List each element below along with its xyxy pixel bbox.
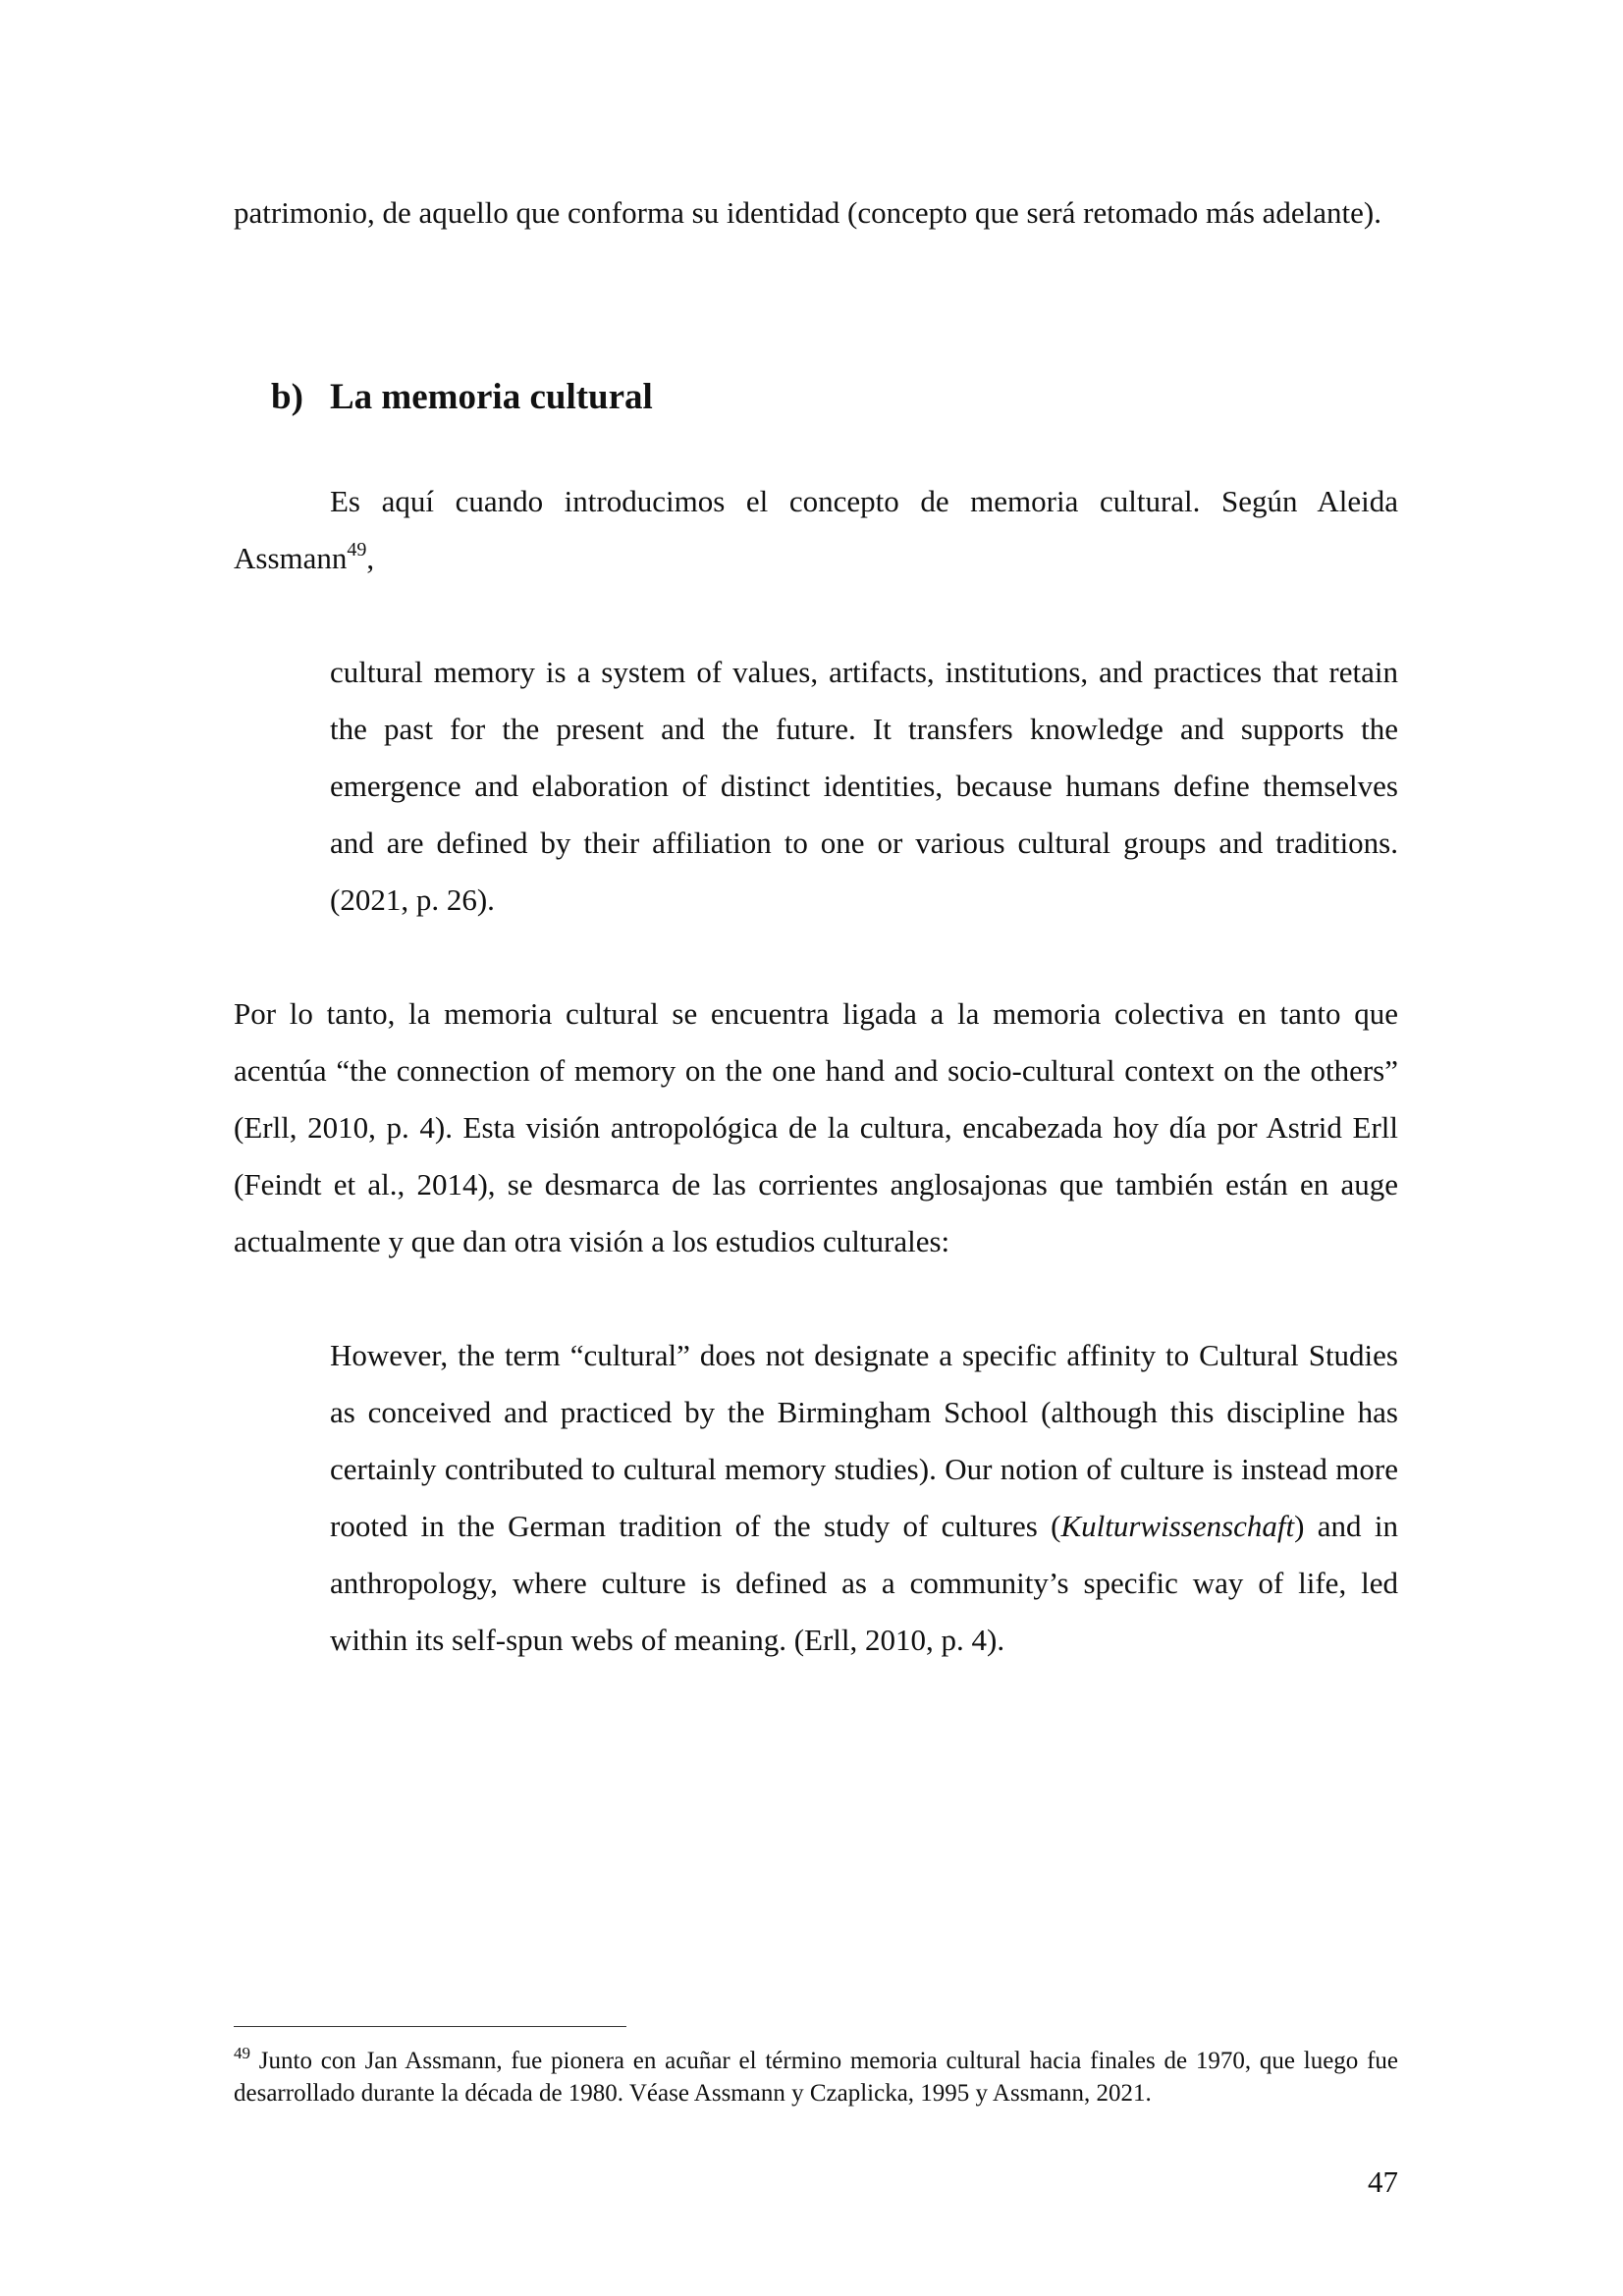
body-paragraph: Por lo tanto, la memoria cultural se encuentra ligada a la memoria colectiva en tanto que acentúa “the connection of memory on the one hand and socio-cultural context on the others” (Erll, 2010, p. 4). Esta visión antropológica de la cultura, encabezada hoy día por Astrid Erll (Feindt et al., 2014), se desmarca de las corrientes anglosajonas que también están en auge actualmente y que dan otra visión a los estudios culturales: — [234, 996, 1398, 1258]
page-number: 47 — [1368, 2164, 1398, 2199]
footnote — [234, 2045, 1398, 2109]
section-number: b) — [271, 377, 303, 417]
intro-paragraph-text: Es aquí cuando introducimos el concepto de memoria cultural. Según Aleida Assmann — [234, 484, 1398, 575]
footnote-separator — [234, 2026, 626, 2027]
section-title: La memoria cultural — [330, 377, 653, 417]
footnote-number: 49 — [234, 2044, 250, 2062]
continuation-paragraph: patrimonio, de aquello que conforma su identidad (concepto que será retomado más adelante). — [234, 195, 1381, 230]
intro-paragraph-tail: , — [366, 541, 375, 575]
quote-italic-term: Kulturwissenschaft — [1060, 1509, 1295, 1543]
quote-text-part-2: ) and in anthropology, where culture is defined as a community’s specific way of life, led within its self-spun webs of meaning. (Erll, 2010, p. 4). — [330, 1509, 1398, 1657]
quote-text-part-1: However, the term “cultural” does not designate a specific affinity to Cultural Studies as conceived and practiced by the Birmingham School (although this discipline has certainly contributed to cultural memory studies). Our notion of culture is instead more rooted in the German tradition of the study of cultures ( — [330, 1338, 1398, 1543]
block-quote-erll — [330, 1327, 1398, 1669]
footnote-text: Junto con Jan Assmann, fue pionera en acuñar el término memoria cultural hacia finales de 1970, que luego fue desarrollado durante la década de 1980. Véase Assmann y Czaplicka, 1995 y Assmann, 2021. — [234, 2048, 1398, 2107]
block-quote-assmann: cultural memory is a system of values, artifacts, institutions, and practices that retain the past for the present and the future. It transfers knowledge and supports the emergence and elaboration of distinct identities, because humans define themselves and are defined by their affiliation to one or various cultural groups and traditions. (2021, p. 26). — [330, 655, 1398, 917]
section-heading — [271, 368, 653, 427]
intro-paragraph — [234, 473, 1398, 587]
footnote-reference: 49 — [347, 539, 367, 561]
